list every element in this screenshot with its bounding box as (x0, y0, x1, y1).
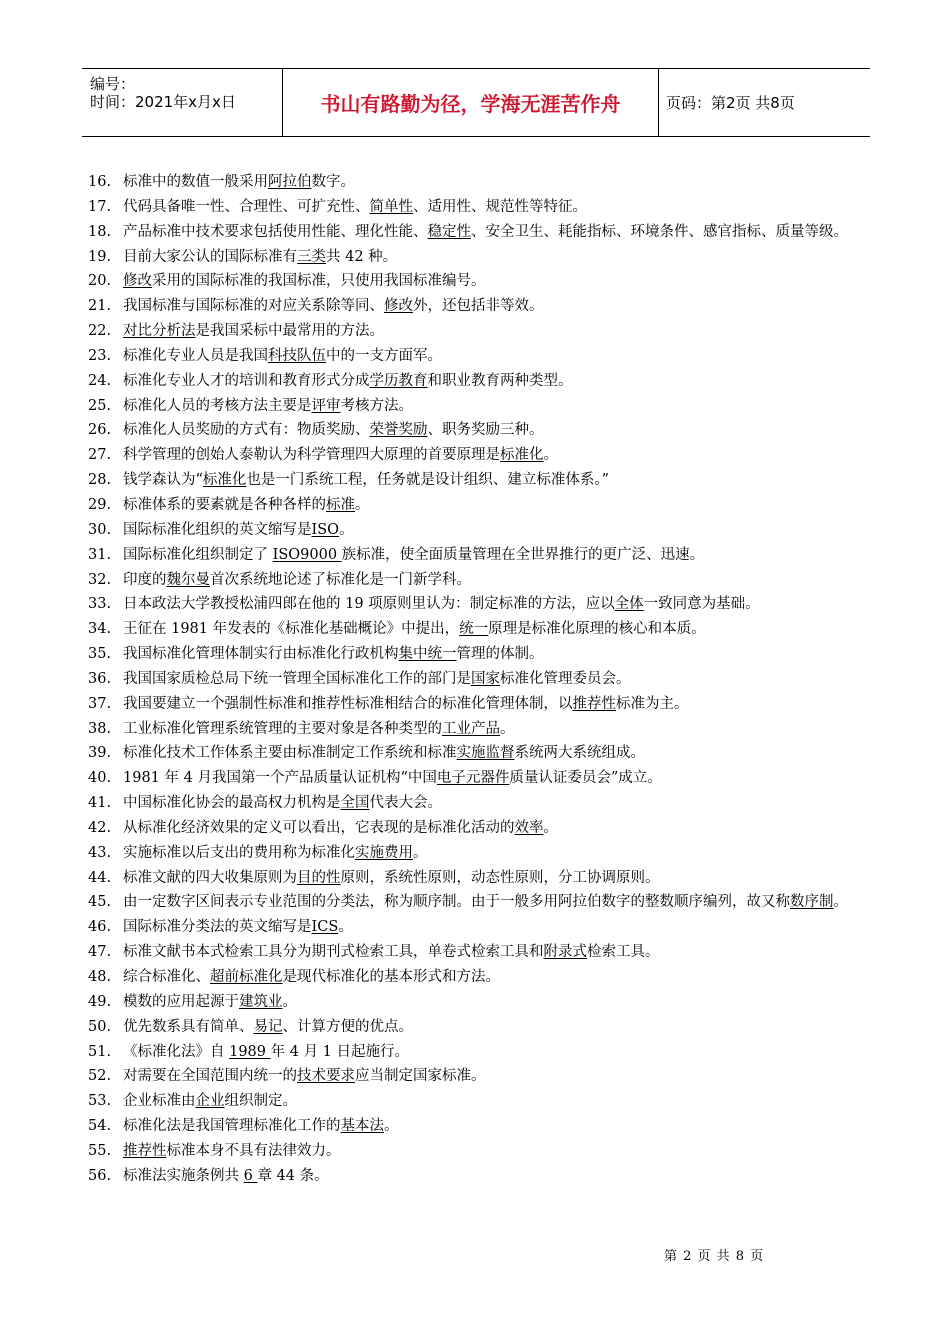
answer-underlined: 阿拉伯 (268, 174, 312, 190)
item-number: 26. (88, 422, 112, 439)
list-item (82, 418, 912, 443)
answer-underlined: 对比分析法 (123, 323, 196, 340)
list-item (82, 617, 912, 642)
item-text: 我国国家质检总局下统一管理全国标准化工作的部门是 (123, 670, 471, 687)
answer-underlined: ISO (311, 521, 340, 538)
item-number: 48. (88, 969, 112, 985)
list-item (82, 1015, 912, 1040)
list-item (82, 543, 912, 568)
list-item (82, 394, 912, 419)
answer-underlined: 建筑业 (239, 993, 283, 1010)
item-text: 代码具备唯一性、合理性、可扩充性、 (123, 198, 370, 215)
answer-underlined: 标准化 (500, 447, 544, 464)
header-date: 时间：2021年x月x日 (90, 93, 236, 111)
item-text: 首次系统地论述了标准化是一门新学科。 (210, 571, 471, 588)
item-text: 我国要建立一个强制性标准和推荐性标准相结合的标准化管理体制，以 (123, 695, 573, 712)
item-text: 质量认证委员会”成立。 (509, 770, 662, 787)
item-text: 中的一支方面军。 (326, 347, 442, 364)
item-number: 53. (88, 1093, 112, 1110)
list-item (82, 791, 912, 816)
list-item (82, 866, 912, 891)
item-text: 标准文献书本式检索工具分为期刊式检索工具，单卷式检索工具和 (123, 944, 544, 961)
answer-underlined: 目的性 (297, 869, 341, 886)
answer-underlined: 数序制 (790, 894, 834, 911)
list-item (82, 518, 912, 543)
list-item (82, 269, 912, 294)
answer-underlined: 修改 (123, 273, 152, 290)
item-text: 。 (543, 819, 558, 836)
item-number: 54. (88, 1118, 112, 1135)
item-text: 采用的国际标准的我国标准，只使用我国标准编号。 (152, 273, 486, 290)
item-number: 40. (88, 770, 112, 787)
item-text: 目前大家公认的国际标准有 (123, 248, 297, 265)
item-text: 模数的应用起源于 (123, 993, 239, 1010)
answer-underlined: 工业产品 (442, 720, 500, 737)
item-text: 钱学森认为“ (123, 472, 203, 489)
item-number: 42. (88, 819, 112, 836)
item-number: 35. (88, 646, 112, 663)
answer-underlined: 修改 (384, 298, 413, 315)
item-number: 39. (88, 745, 112, 762)
item-text: 中国标准化协会的最高权力机构是 (123, 795, 341, 812)
answer-underlined: 电子元器件 (436, 770, 510, 787)
item-text: 印度的 (123, 571, 167, 588)
item-text: 。 (413, 844, 428, 861)
item-text: 标准体系的要素就是各种各样的 (123, 496, 326, 513)
list-item (82, 915, 912, 940)
answer-underlined: 荣誉奖励 (369, 422, 428, 439)
item-text: 1981 年 4 月我国第一个产品质量认证机构“中国 (123, 770, 437, 787)
item-text: 优先数系具有简单、 (123, 1018, 254, 1035)
answer-underlined: 推荐性 (572, 695, 616, 712)
item-text: 企业标准由 (123, 1093, 196, 1110)
list-item (82, 568, 912, 593)
item-text: 章 44 条。 (257, 1167, 329, 1184)
answer-underlined: 三类 (297, 248, 326, 265)
item-text: 标准化技术工作体系主要由标准制定工作系统和标准 (123, 745, 457, 762)
item-text: 科学管理的创始人泰勒认为科学管理四大原理的首要原理是 (123, 447, 500, 464)
item-number: 17. (88, 198, 112, 215)
item-text: 族标准，使全面质量管理在全世界推行的更广泛、迅速。 (341, 546, 705, 563)
item-text: 、安全卫生、耗能指标、环境条件、感官指标、质量等级。 (471, 223, 848, 240)
item-text: 产品标准中技术要求包括使用性能、理化性能、 (123, 223, 428, 240)
answer-underlined: 魏尔曼 (166, 571, 210, 588)
item-text: 、职务奖励三种。 (427, 422, 544, 439)
item-text: 系统两大系统组成。 (514, 745, 645, 762)
item-text: 和职业教育两种类型。 (427, 372, 573, 389)
item-text: 。 (833, 894, 848, 911)
list-item (82, 890, 912, 915)
item-text: 标准法实施条例共 (123, 1167, 244, 1184)
answer-underlined: 实施监督 (456, 745, 515, 762)
list-item (82, 170, 912, 195)
answer-underlined: ISO9000 (272, 546, 342, 563)
item-text: 国际标准化组织制定了 (123, 546, 273, 563)
answer-underlined: 全体 (614, 596, 644, 613)
list-item (82, 741, 912, 766)
item-number: 30. (88, 521, 112, 538)
item-number: 41. (88, 795, 112, 812)
item-number: 45. (88, 894, 112, 911)
answer-underlined: 超前标准化 (210, 969, 283, 985)
list-item (82, 766, 912, 791)
item-text: 共 42 种。 (326, 248, 398, 265)
list-item (82, 468, 912, 493)
answer-underlined: 全国 (340, 795, 370, 812)
answer-underlined: 技术要求 (297, 1068, 355, 1085)
list-item (82, 369, 912, 394)
item-text: 综合标准化、 (123, 969, 210, 985)
answer-underlined: 6 (243, 1167, 258, 1184)
item-text: 标准化管理委员会。 (500, 670, 631, 687)
item-text: 应当制定国家标准。 (355, 1068, 486, 1085)
item-number: 31. (88, 546, 112, 563)
answer-underlined: 简单性 (369, 198, 413, 215)
item-text: 。 (282, 993, 297, 1010)
header-number-label: 编号： (90, 75, 136, 93)
item-text: 。 (339, 521, 354, 538)
item-text: 。 (384, 1118, 399, 1135)
item-text: 标准为主。 (616, 695, 689, 712)
item-number: 52. (88, 1068, 112, 1085)
item-number: 37. (88, 695, 112, 712)
list-item (82, 344, 912, 369)
item-number: 46. (88, 919, 112, 936)
item-number: 22. (88, 323, 112, 340)
item-text: 王征在 1981 年发表的《标准化基础概论》中提出， (123, 621, 460, 638)
item-text: 一致同意为基础。 (643, 596, 760, 613)
list-item (82, 692, 912, 717)
item-text: 我国标准化管理体制实行由标准化行政机构 (123, 646, 399, 663)
item-number: 55. (88, 1142, 112, 1159)
answer-underlined: 推荐性 (123, 1142, 167, 1159)
answer-underlined: 效率 (514, 819, 544, 836)
item-number: 24. (88, 372, 112, 389)
answer-underlined: 科技队伍 (268, 347, 326, 364)
list-item (82, 443, 912, 468)
item-text: 是现代标准化的基本形式和方法。 (282, 969, 500, 985)
answer-underlined: 稳定性 (427, 223, 471, 240)
item-text: 管理的体制。 (456, 646, 544, 663)
item-number: 49. (88, 993, 112, 1010)
item-text: 标准化专业人才的培训和教育形式分成 (123, 372, 370, 389)
list-item (82, 220, 912, 245)
list-item (82, 1040, 912, 1065)
answer-underlined: 基本法 (340, 1118, 384, 1135)
list-item (82, 1114, 912, 1139)
header-page-info: 页码：第2页 共8页 (666, 94, 795, 112)
item-number: 18. (88, 223, 112, 240)
header-motto: 书山有路勤为径，学海无涯苦作舟 (283, 69, 659, 136)
item-number: 28. (88, 472, 112, 489)
list-item (82, 1064, 912, 1089)
item-number: 47. (88, 944, 112, 961)
list-item (82, 1139, 912, 1164)
item-text: 原则，系统性原则，动态性原则，分工协调原则。 (340, 869, 660, 886)
list-item (82, 642, 912, 667)
item-number: 29. (88, 496, 112, 513)
item-text: 国际标准化组织的英文缩写是 (123, 521, 312, 538)
list-item (82, 195, 912, 220)
item-number: 16. (88, 174, 112, 190)
answer-underlined: 统一 (459, 621, 489, 638)
answer-underlined: 1989 (229, 1043, 271, 1060)
item-text: 标准化人员的考核方法主要是 (123, 397, 312, 414)
item-text: 年 4 月 1 日起施行。 (270, 1043, 410, 1060)
item-text: 、适用性、规范性等特征。 (413, 198, 587, 215)
list-item (82, 294, 912, 319)
item-text: 标准化法是我国管理标准化工作的 (123, 1118, 341, 1135)
header-info-cell (82, 69, 283, 136)
answer-underlined: 评审 (311, 397, 341, 414)
item-text: 标准本身不具有法律效力。 (166, 1142, 341, 1159)
item-text: 。 (543, 447, 558, 464)
list-item (82, 816, 912, 841)
list-item (82, 990, 912, 1015)
item-text: 标准化专业人员是我国 (123, 347, 268, 364)
item-text: 从标准化经济效果的定义可以看出，它表现的是标准化活动的 (123, 819, 515, 836)
answer-underlined: 易记 (253, 1018, 283, 1035)
item-text: 也是一门系统工程，任务就是设计组织、建立标准体系。” (246, 472, 610, 489)
item-text: 对需要在全国范围内统一的 (123, 1068, 297, 1085)
item-text: 检索工具。 (587, 944, 660, 961)
item-number: 44. (88, 869, 112, 886)
item-number: 25. (88, 397, 112, 414)
item-text: 原理是标准化原理的核心和本质。 (488, 621, 706, 638)
item-text: 代表大会。 (369, 795, 442, 812)
item-number: 23. (88, 347, 112, 364)
item-text: 外，还包括非等效。 (413, 298, 544, 315)
list-item (82, 940, 912, 965)
answer-underlined: 附录式 (543, 944, 587, 961)
list-item (82, 319, 912, 344)
answer-underlined: 国家 (471, 670, 500, 687)
item-text: 。 (355, 496, 370, 513)
page-footer: 第 2 页 共 8 页 (664, 1249, 765, 1264)
item-number: 56. (88, 1167, 112, 1184)
item-text: 数字。 (311, 174, 355, 190)
item-text: 标准文献的四大收集原则为 (123, 869, 297, 886)
list-item (82, 493, 912, 518)
list-item (82, 1089, 912, 1114)
item-text: 我国标准与国际标准的对应关系除等同、 (123, 298, 384, 315)
item-number: 27. (88, 447, 112, 464)
item-text: 标准中的数值一般采用 (123, 174, 268, 190)
list-item (82, 841, 912, 866)
answer-underlined: ICS (311, 919, 339, 936)
list-item (82, 1164, 912, 1189)
list-item (82, 717, 912, 742)
item-number: 51. (88, 1043, 112, 1060)
item-number: 43. (88, 844, 112, 861)
list-item (82, 965, 912, 990)
question-list (82, 170, 912, 1189)
answer-underlined: 集中统一 (398, 646, 457, 663)
answer-underlined: 企业 (195, 1093, 225, 1110)
item-number: 32. (88, 571, 112, 588)
item-number: 21. (88, 298, 112, 315)
item-text: 《标准化法》自 (123, 1043, 230, 1060)
answer-underlined: 标准化 (202, 472, 247, 489)
item-number: 33. (88, 596, 112, 613)
item-number: 20. (88, 273, 112, 290)
item-text: 考核方法。 (340, 397, 413, 414)
item-number: 38. (88, 720, 112, 737)
page-header (82, 68, 870, 137)
item-number: 34. (88, 621, 112, 638)
list-item (82, 592, 912, 617)
item-text: 。 (500, 720, 515, 737)
answer-underlined: 学历教育 (369, 372, 428, 389)
item-text: 是我国采标中最常用的方法。 (195, 323, 384, 340)
item-text: 工业标准化管理系统管理的主要对象是各种类型的 (123, 720, 442, 737)
item-text: 。 (338, 919, 353, 936)
item-number: 50. (88, 1018, 112, 1035)
item-text: 标准化人员奖励的方式有：物质奖励、 (123, 422, 370, 439)
item-text: 国际标准分类法的英文缩写是 (123, 919, 312, 936)
answer-underlined: 标准 (326, 496, 355, 513)
item-text: 由一定数字区间表示专业范围的分类法，称为顺序制。由于一般多用阿拉伯数字的整数顺序编列，故又称 (123, 894, 790, 911)
list-item (82, 245, 912, 270)
item-text: 组织制定。 (224, 1093, 297, 1110)
item-text: 日本政法大学教授松浦四郎在他的 19 项原则里认为：制定标准的方法，应以 (123, 596, 615, 613)
item-number: 19. (88, 248, 112, 265)
item-text: 实施标准以后支出的费用称为标准化 (123, 844, 355, 861)
item-number: 36. (88, 670, 112, 687)
answer-underlined: 实施费用 (355, 844, 413, 861)
item-text: 、计算方便的优点。 (282, 1018, 413, 1035)
list-item (82, 667, 912, 692)
